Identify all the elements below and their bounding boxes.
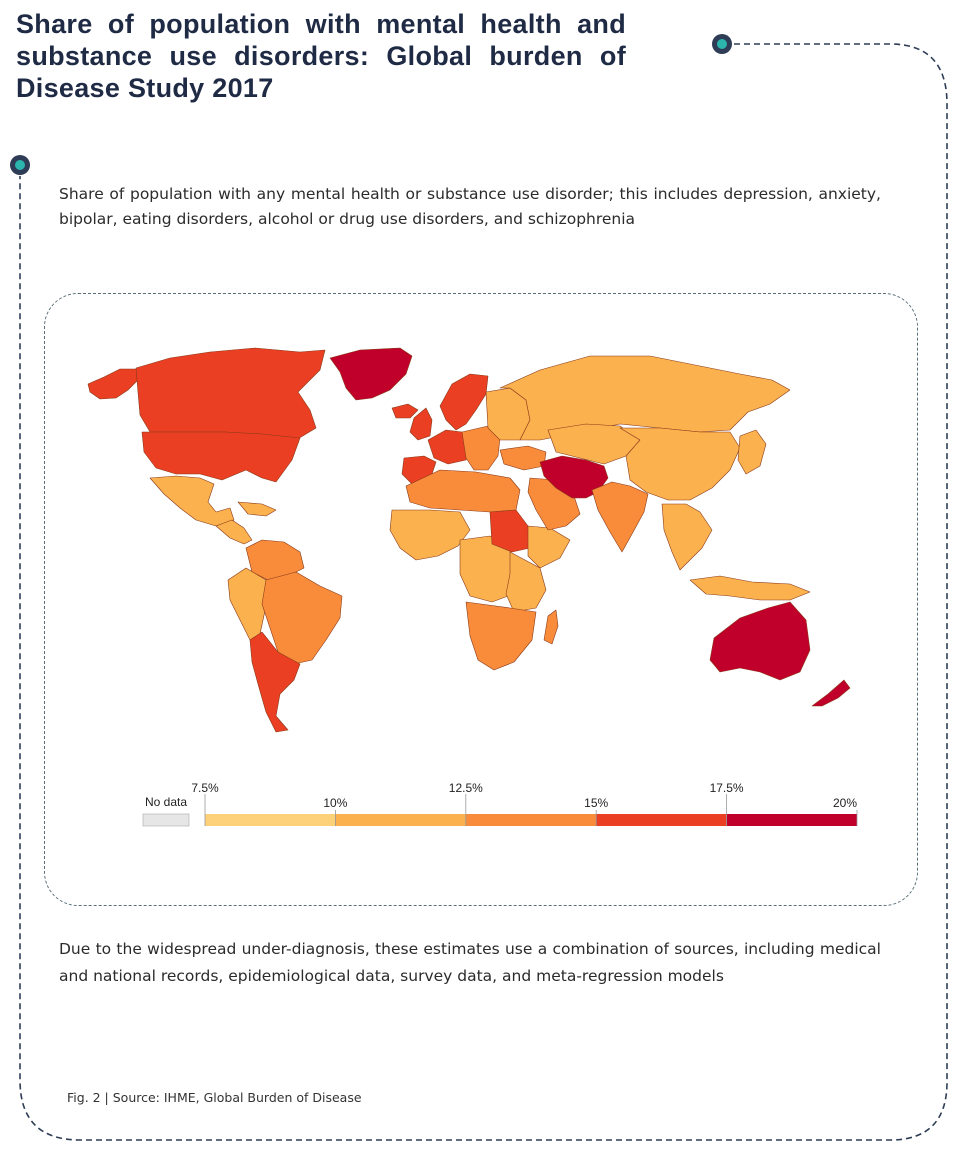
legend-bin-3 [466, 814, 596, 826]
region-canada [136, 348, 325, 440]
region-sudan [490, 510, 530, 552]
legend-no-data-swatch [143, 814, 189, 826]
legend-bin-2 [335, 814, 465, 826]
legend-tick-label: 10% [323, 796, 348, 810]
figure-source: Fig. 2 | Source: IHME, Global Burden of Disease [67, 1090, 362, 1105]
legend-tick-label: 20% [832, 796, 857, 810]
region-turkey-caucasus [500, 446, 546, 470]
region-russia [500, 356, 790, 440]
region-south-asia [592, 482, 648, 552]
region-greenland [330, 348, 412, 400]
region-china-mongolia [620, 428, 740, 500]
region-indonesia [690, 576, 810, 600]
legend-no-data-label: No data [144, 795, 188, 809]
region-iceland [392, 404, 418, 418]
region-scandinavia [440, 374, 488, 430]
region-andes [228, 568, 266, 640]
legend-tick-label: 15% [584, 796, 609, 810]
region-new-zealand [812, 680, 850, 706]
regions-layer [88, 348, 850, 732]
region-caribbean [238, 502, 276, 516]
region-australia [710, 602, 810, 680]
region-horn-of-africa [528, 526, 570, 568]
methodology-note: Due to the widespread under-diagnosis, these estimates use a combination of sources, including medical and national records, epidemiological data, survey data, and meta-regression models [59, 940, 881, 985]
legend-tick-label: 17.5% [709, 781, 744, 795]
legend-tick-label: 7.5% [191, 781, 219, 795]
region-west-africa [390, 510, 470, 560]
legend-bin-1 [205, 814, 335, 826]
region-madagascar [544, 610, 558, 644]
region-mexico [150, 476, 234, 526]
region-usa [142, 432, 300, 482]
legend-tick-label: 12.5% [448, 781, 483, 795]
region-southeast-asia [662, 504, 712, 570]
page-title: Share of population with mental health and substance use disorders: Global burden of Disease Study 2017 [16, 9, 626, 103]
chart-subtitle: Share of population with any mental health or substance use disorder; this includes depression, anxiety, bipolar, eating disorders, alcohol or drug use disorders, and schizophrenia [59, 185, 881, 228]
region-alaska [88, 369, 140, 399]
region-southern-africa [466, 602, 536, 670]
region-japan-korea [738, 430, 766, 474]
legend [143, 781, 857, 826]
legend-bin-5 [727, 814, 857, 826]
legend-bin-4 [596, 814, 726, 826]
